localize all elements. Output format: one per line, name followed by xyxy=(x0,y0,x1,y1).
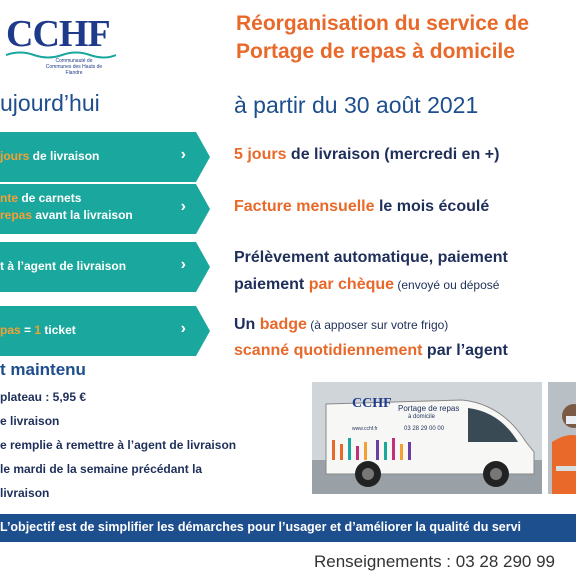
left-item-2-hl-2: repas xyxy=(0,208,33,222)
van-service: Portage de repas xyxy=(398,404,460,413)
right-item-2-text: le mois écoulé xyxy=(374,198,490,215)
left-item-1-text: de livraison xyxy=(29,149,100,163)
logo-subtitle: Communauté de Communes des Hauts de Flandre xyxy=(45,58,103,76)
title-line-2: Portage de repas à domicile xyxy=(236,40,515,63)
right-item-2-hl: Facture mensuelle xyxy=(234,198,375,215)
left-item-1 xyxy=(0,132,196,182)
van-service-2: à domicile xyxy=(408,414,436,420)
maintenu-heading: t maintenu xyxy=(0,360,86,379)
contact-info: Renseignements : 03 28 290 99 xyxy=(314,552,556,571)
left-item-2-text-2: avant la livraison xyxy=(32,208,133,222)
left-item-3 xyxy=(0,242,196,292)
right-item-3 xyxy=(234,244,508,299)
van-phone: 03 28 29 00 00 xyxy=(404,426,445,432)
banner-text: L’objectif est de simplifier les démarches pour l’usager et d’améliorer la qualité du servi xyxy=(0,520,522,534)
maintenu-item: livraison xyxy=(0,486,50,500)
delivery-van-icon xyxy=(312,382,542,494)
maintenu-item: plateau : 5,95 € xyxy=(0,390,87,404)
delivery-van-photo xyxy=(312,382,542,494)
right-item-4 xyxy=(234,312,508,364)
right-item-2 xyxy=(234,198,489,216)
right-item-4-text-2: par l’agent xyxy=(422,342,508,359)
right-item-3-line-1: Prélèvement automatique, paiement xyxy=(234,249,508,266)
right-item-1-hl: 5 jours xyxy=(234,146,287,163)
right-heading: à partir du 30 août 2021 xyxy=(234,92,479,118)
right-item-3-text-1: paiement xyxy=(234,276,309,293)
left-item-4-text-2: ticket xyxy=(41,323,76,337)
left-item-2 xyxy=(0,184,196,234)
left-item-4-hl-2: 1 xyxy=(34,323,42,337)
right-item-3-hl: par chèque xyxy=(308,276,395,293)
van-website: www.cchf.fr xyxy=(352,426,378,432)
chevron-right-icon: › xyxy=(180,198,186,215)
page-title xyxy=(236,10,576,66)
right-item-3-small: (envoyé ou déposé xyxy=(394,278,500,292)
delivery-agent-icon xyxy=(548,382,576,494)
right-item-4-small: (à apposer sur votre frigo) xyxy=(306,318,449,332)
maintenu-item: e livraison xyxy=(0,414,60,428)
chevron-right-icon: › xyxy=(180,146,186,163)
left-item-2-hl-1: nte xyxy=(0,191,18,205)
left-item-4-text-1: = xyxy=(20,323,35,337)
right-item-4-hl-2: scanné quotidiennement xyxy=(234,342,423,359)
delivery-agent-photo xyxy=(548,382,576,494)
right-item-1 xyxy=(234,146,499,164)
van-logo: CCHF xyxy=(352,396,392,411)
maintenu-item: le mardi de la semaine précédant la xyxy=(0,462,203,476)
left-item-2-text-1: de carnets xyxy=(18,191,82,205)
right-item-4-hl-1: badge xyxy=(259,316,307,333)
logo-text: CCHF xyxy=(6,13,110,55)
left-item-4 xyxy=(0,306,196,356)
right-item-4-text-1: Un xyxy=(234,316,260,333)
maintenu-item: e remplie à remettre à l’agent de livraison xyxy=(0,438,237,452)
chevron-right-icon: › xyxy=(180,256,186,273)
chevron-right-icon: › xyxy=(180,320,186,337)
left-heading: ujourd’hui xyxy=(0,90,100,116)
right-item-1-text: de livraison (mercredi en +) xyxy=(286,146,500,163)
left-item-3-text: t à l’agent de livraison xyxy=(0,259,127,273)
title-line-1: Réorganisation du service de xyxy=(236,12,529,35)
cchf-logo xyxy=(0,6,118,76)
objective-banner xyxy=(0,514,576,542)
left-item-4-hl-1: pas xyxy=(0,323,21,337)
left-item-1-highlight: jours xyxy=(0,149,30,163)
